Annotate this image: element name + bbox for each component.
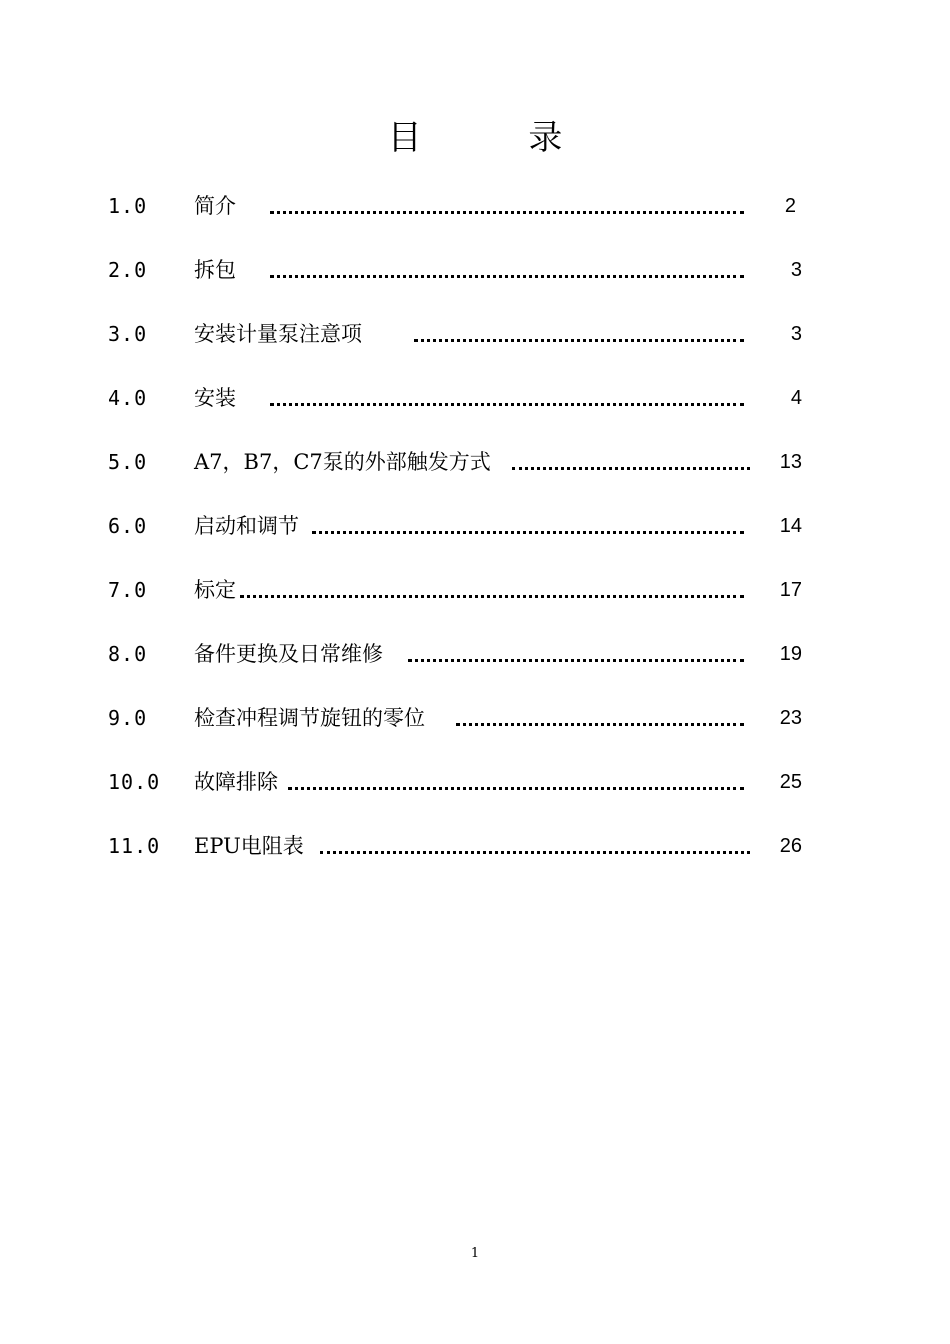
dot-leader: [320, 839, 750, 854]
dot-leader: [312, 519, 744, 534]
dot-leader: [270, 199, 744, 214]
dot-leader: [240, 583, 744, 598]
dot-leader: [408, 647, 744, 662]
toc-entry-8[interactable]: [108, 634, 808, 698]
dot-leader: [270, 391, 744, 406]
toc-entry-page: 4: [790, 387, 802, 409]
toc-entry-number: 11.0: [108, 834, 161, 858]
toc-entry-number: 2.0: [108, 258, 148, 282]
toc-entry-page: 26: [779, 835, 802, 857]
toc-entry-title: 拆包: [194, 258, 236, 282]
toc-entry-5[interactable]: [108, 442, 808, 506]
toc-entry-page: 17: [779, 579, 802, 601]
toc-entry-page: 2: [784, 195, 796, 217]
toc-entry-title: A7，B7，C7泵的外部触发方式: [194, 450, 491, 474]
toc-entry-10[interactable]: [108, 762, 808, 826]
toc-entry-6[interactable]: [108, 506, 808, 570]
toc-entry-page: 23: [779, 707, 802, 729]
toc-entry-title: 安装计量泵注意项: [194, 322, 362, 346]
toc-entry-number: 10.0: [108, 770, 161, 794]
dot-leader: [288, 775, 744, 790]
toc-entry-1[interactable]: [108, 186, 808, 250]
toc-entry-title: 安装: [194, 386, 236, 410]
dot-leader: [270, 263, 744, 278]
toc-entry-3[interactable]: [108, 314, 808, 378]
toc-entry-number: 7.0: [108, 578, 148, 602]
toc-entry-page: 19: [779, 643, 802, 665]
toc-entry-page: 14: [779, 515, 802, 537]
toc-entry-page: 25: [779, 771, 802, 793]
toc-entry-title: 标定: [194, 578, 236, 602]
toc-entry-page: 3: [790, 323, 802, 345]
toc-entry-title: EPU电阻表: [194, 834, 304, 858]
toc-entry-number: 9.0: [108, 706, 148, 730]
toc-entry-title: 备件更换及日常维修: [194, 642, 383, 666]
toc-entry-page: 3: [790, 259, 802, 281]
toc-entry-number: 8.0: [108, 642, 148, 666]
toc-entry-2[interactable]: [108, 250, 808, 314]
toc-entry-4[interactable]: [108, 378, 808, 442]
toc-entry-title: 检查冲程调节旋钮的零位: [194, 706, 425, 730]
dot-leader: [414, 327, 744, 342]
toc-entry-number: 3.0: [108, 322, 148, 346]
toc-entry-number: 1.0: [108, 194, 148, 218]
dot-leader: [512, 455, 750, 470]
table-of-contents: [108, 186, 808, 890]
toc-entry-number: 5.0: [108, 450, 148, 474]
toc-entry-7[interactable]: [108, 570, 808, 634]
page-title: 目 录: [387, 118, 611, 158]
toc-entry-number: 4.0: [108, 386, 148, 410]
page-number: 1: [470, 1246, 480, 1261]
dot-leader: [456, 711, 744, 726]
toc-entry-11[interactable]: [108, 826, 808, 890]
toc-entry-9[interactable]: [108, 698, 808, 762]
toc-entry-title: 简介: [194, 194, 236, 218]
toc-entry-title: 故障排除: [194, 770, 278, 794]
toc-entry-number: 6.0: [108, 514, 148, 538]
toc-entry-title: 启动和调节: [194, 514, 299, 538]
toc-entry-page: 13: [779, 451, 802, 473]
